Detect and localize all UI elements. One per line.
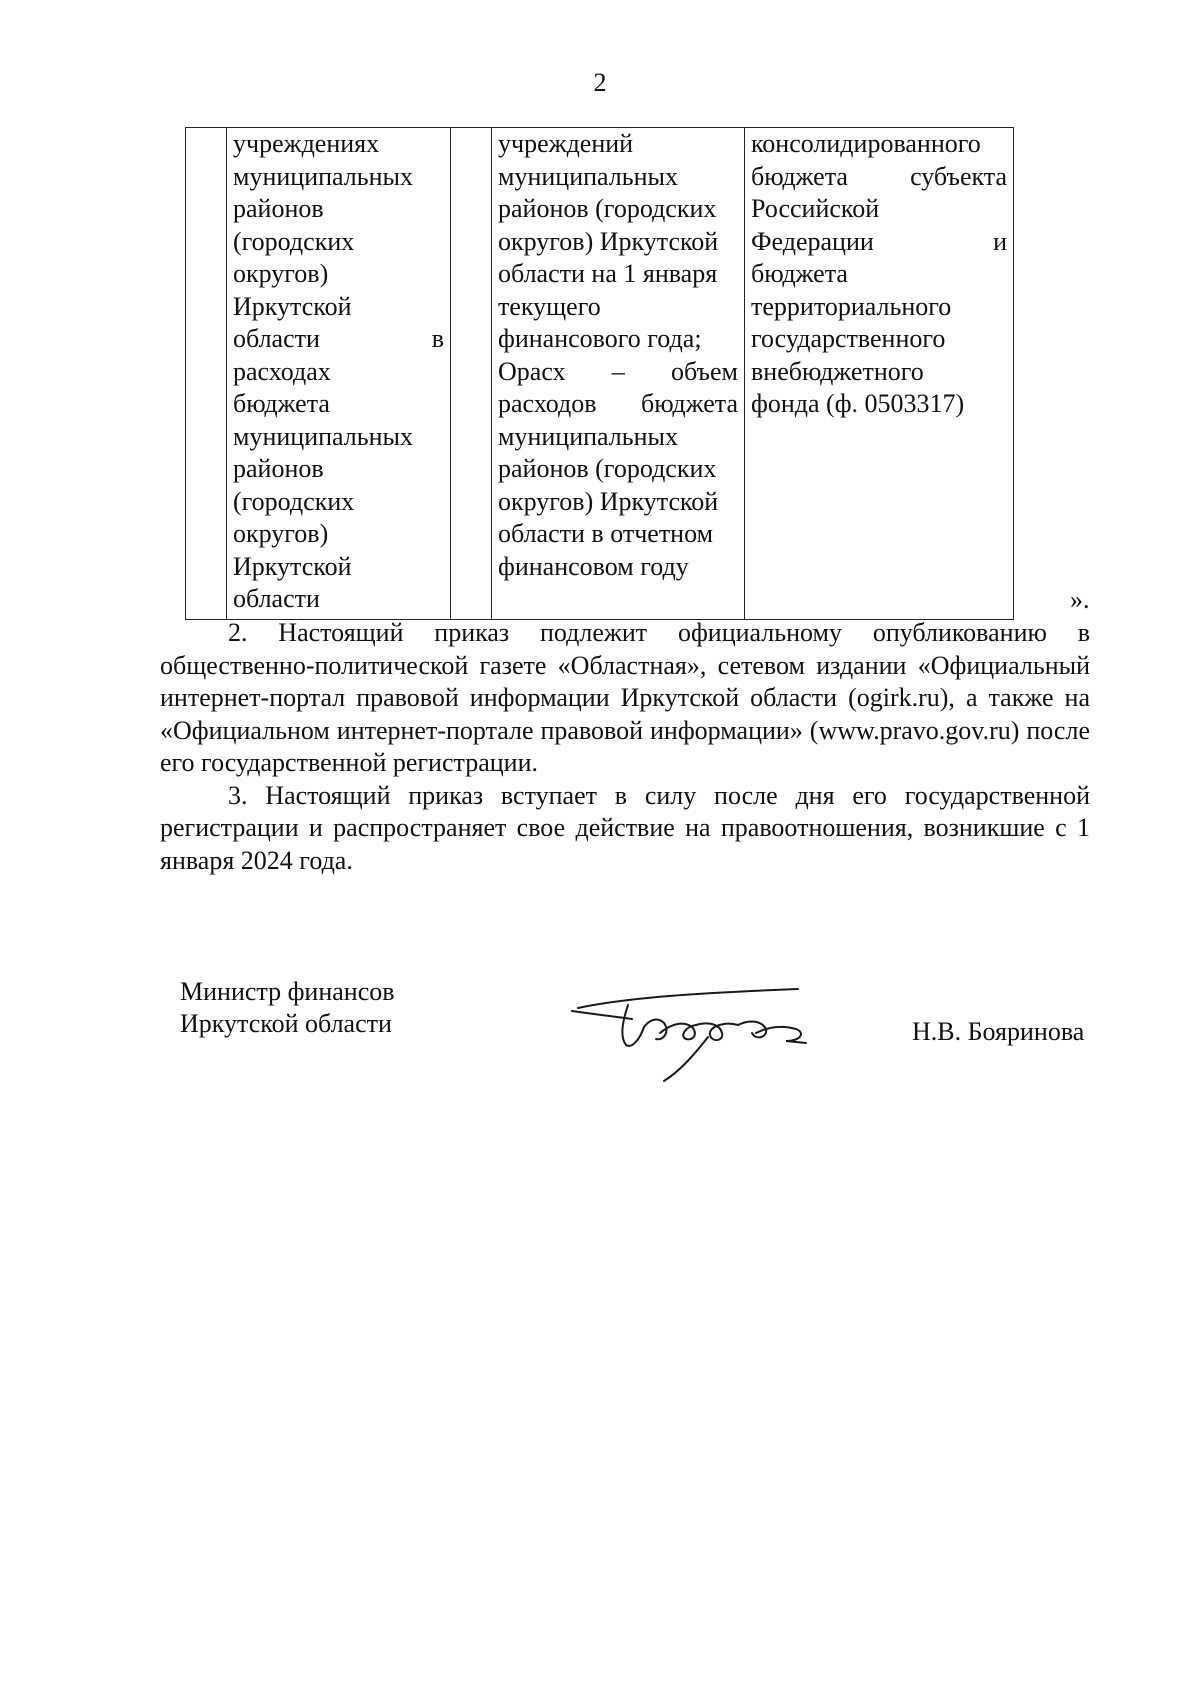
table-cell-blank-2 — [451, 128, 492, 620]
table-text-line: области в — [233, 324, 444, 353]
paragraph-publication: 2. Настоящий приказ подлежит официальному опубликованию в общественно-политической газете «Областная», сетевом издании «Официальный интернет-портал правовой информации Иркутской области (ogirk.ru), а также на «Официальном интернет-портале правовой информации» (www.pravo.gov.ru) после его государственной регистрации. — [160, 618, 1090, 777]
table-text-line: Иркутской — [233, 551, 352, 581]
table-text-line: территориального — [751, 291, 952, 321]
table-text-line: округов) — [233, 259, 329, 288]
source-text — [751, 128, 1007, 421]
handwritten-signature-icon — [560, 975, 820, 1085]
paragraph-effective-date: 3. Настоящий приказ вступает в силу после дня его государственной регистрации и распространяет свое действие на правоотношения, возникшие с 1 января 2024 года. — [160, 780, 1090, 875]
table-text-line: муниципальных — [233, 421, 414, 451]
table-text-line: бюджета — [233, 389, 330, 418]
table-text-line: бюджета субъекта — [751, 161, 1007, 191]
formula-text — [498, 128, 738, 583]
table-text-line: муниципальных — [233, 161, 414, 191]
table-text-line: Российской — [751, 194, 880, 223]
table-row — [186, 128, 1014, 620]
table-text-line: округов) — [233, 519, 329, 548]
position-line-1: Министр финансов — [180, 977, 395, 1006]
indicator-text — [233, 128, 444, 616]
table-text-line: Орасх – объем — [498, 356, 738, 386]
table-text-line: Федерации и — [751, 226, 1007, 256]
table-text-line: Иркутской — [233, 291, 352, 321]
table-text-line: муниципальных — [498, 161, 679, 191]
table-text-line: государственного — [751, 324, 946, 353]
table-text-line: фонда (ф. 0503317) — [751, 389, 965, 418]
table-cell-blank-1 — [186, 128, 227, 620]
table-text-line: округов) Иркутской — [498, 486, 719, 516]
table-text-line: расходах — [233, 356, 331, 386]
table-text-line: учреждениях — [233, 129, 380, 158]
table-text-line: районов — [233, 194, 324, 223]
table-text-line: округов) Иркутской — [498, 226, 719, 256]
table-text-line: области на 1 января — [498, 259, 718, 288]
table-text-line: расходов бюджета — [498, 389, 738, 418]
table-cell-formula — [492, 128, 745, 620]
table-cell-source — [745, 128, 1014, 620]
signatory-position — [180, 976, 395, 1040]
table-text-line: области в отчетном — [498, 519, 714, 548]
indicator-table — [185, 127, 1014, 620]
order-body — [160, 617, 1090, 877]
table-text-line: бюджета — [751, 259, 848, 288]
table-text-line: (городских — [233, 226, 355, 256]
closing-quote: ». — [1070, 585, 1090, 614]
table-text-line: финансовом году — [498, 551, 689, 581]
page-number: 2 — [593, 68, 607, 97]
table-text-line: муниципальных — [498, 421, 679, 451]
table-text-line: консолидированного — [751, 129, 981, 158]
position-line-2: Иркутской области — [180, 1009, 392, 1038]
table-text-line: (городских — [233, 486, 355, 516]
table-text-line: районов — [233, 454, 324, 483]
table-text-line: внебюджетного — [751, 356, 924, 386]
table-text-line: районов (городских — [498, 194, 717, 223]
table-text-line: области — [233, 584, 320, 613]
signatory-name: Н.В. Бояринова — [912, 1017, 1085, 1046]
table-text-line: финансового года; — [498, 324, 702, 353]
table-text-line: текущего — [498, 291, 601, 321]
table-cell-indicator — [227, 128, 451, 620]
table-text-line: учреждений — [498, 129, 634, 158]
table-text-line: районов (городских — [498, 454, 717, 483]
